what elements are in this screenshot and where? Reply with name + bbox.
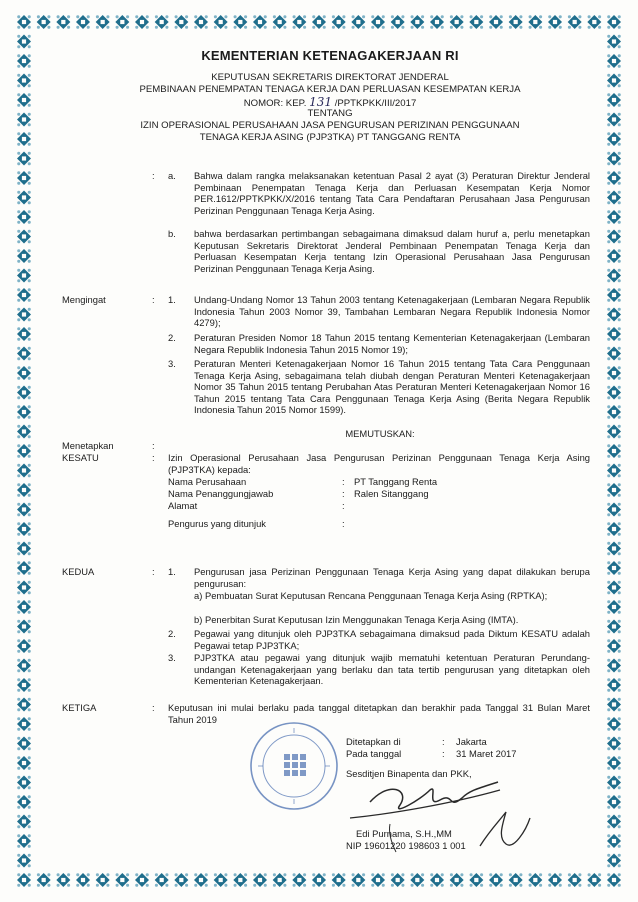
field-responsible-value: Ralen Sitanggang bbox=[354, 488, 429, 499]
tanggal-value: 31 Maret 2017 bbox=[456, 748, 517, 759]
border-ornament bbox=[489, 873, 503, 887]
signatory-name: Edi Purnama, S.H.,MM bbox=[356, 828, 452, 839]
border-ornament bbox=[17, 249, 31, 263]
border-ornament bbox=[607, 698, 621, 712]
kedua-item-2-text: Pegawai yang ditunjuk oleh PJP3TKA sebagaimana dimaksud pada Diktum KESATU adalah Pegawai tetap PJP3TKA; bbox=[194, 628, 590, 651]
border-ornament bbox=[17, 776, 31, 790]
border-ornament bbox=[607, 327, 621, 341]
border-ornament bbox=[17, 386, 31, 400]
border-ornament bbox=[312, 15, 326, 29]
border-ornament bbox=[607, 405, 621, 419]
border-ornament bbox=[135, 873, 149, 887]
border-ornament bbox=[607, 795, 621, 809]
border-ornament bbox=[607, 35, 621, 49]
border-ornament bbox=[17, 756, 31, 770]
border-ornament bbox=[607, 308, 621, 322]
menimbang-b-marker: b. bbox=[168, 228, 176, 239]
border-ornament bbox=[607, 113, 621, 127]
border-ornament bbox=[607, 854, 621, 868]
border-ornament bbox=[607, 815, 621, 829]
border-ornament bbox=[37, 873, 51, 887]
border-ornament bbox=[17, 873, 31, 887]
border-ornament bbox=[17, 639, 31, 653]
mengingat-item-1-text: Undang-Undang Nomor 13 Tahun 2003 tentang Ketenagakerjaan (Lembaran Negara Republik Indonesia Tahun 2003 Nomor 39, Tambahan Lembaran Negara Republik Indonesia Nomor 4279); bbox=[194, 294, 590, 329]
border-ornament bbox=[450, 15, 464, 29]
mengingat-colon: : bbox=[152, 294, 155, 305]
border-ornament bbox=[273, 15, 287, 29]
border-ornament bbox=[607, 776, 621, 790]
border-ornament bbox=[607, 210, 621, 224]
kesatu-text: Izin Operasional Perusahaan Jasa Pengurusan Perizinan Penggunaan Tenaga Kerja Asing (PJP3TKA) kepada: bbox=[168, 452, 590, 475]
border-ornament bbox=[607, 249, 621, 263]
border-ornament bbox=[115, 873, 129, 887]
border-ornament bbox=[115, 15, 129, 29]
ministry-title: KEMENTERIAN KETENAGAKERJAAN RI bbox=[201, 48, 459, 63]
border-ornament bbox=[155, 15, 169, 29]
border-ornament bbox=[509, 15, 523, 29]
border-ornament bbox=[607, 522, 621, 536]
border-ornament bbox=[489, 15, 503, 29]
border-ornament bbox=[17, 464, 31, 478]
mengingat-item-3-num: 3. bbox=[168, 358, 176, 369]
field-company-label: Nama Perusahaan bbox=[168, 476, 247, 487]
border-ornament bbox=[17, 678, 31, 692]
border-ornament bbox=[17, 93, 31, 107]
border-ornament bbox=[568, 15, 582, 29]
border-ornament bbox=[17, 230, 31, 244]
border-ornament bbox=[214, 873, 228, 887]
border-ornament bbox=[253, 15, 267, 29]
border-ornament bbox=[607, 132, 621, 146]
border-ornament bbox=[17, 542, 31, 556]
border-ornament bbox=[155, 873, 169, 887]
signatory-nip: NIP 19601220 198603 1 001 bbox=[346, 840, 466, 851]
border-ornament bbox=[391, 15, 405, 29]
field-responsible-colon: : bbox=[342, 488, 345, 499]
directorate-name: PEMBINAAN PENEMPATAN TENAGA KERJA DAN PERLUASAN KESEMPATAN KERJA bbox=[139, 84, 521, 95]
decree-subject-line2: TENAGA KERJA ASING (PJP3TKA) PT TANGGANG RENTA bbox=[199, 132, 461, 143]
border-ornament bbox=[607, 659, 621, 673]
border-ornament bbox=[17, 561, 31, 575]
field-address-colon: : bbox=[342, 500, 345, 511]
border-ornament bbox=[17, 795, 31, 809]
border-ornament bbox=[17, 737, 31, 751]
border-ornament bbox=[37, 15, 51, 29]
border-ornament bbox=[17, 834, 31, 848]
border-ornament bbox=[528, 873, 542, 887]
border-ornament bbox=[17, 600, 31, 614]
border-ornament bbox=[607, 503, 621, 517]
kedua-label: KEDUA bbox=[62, 566, 95, 577]
border-ornament bbox=[391, 873, 405, 887]
border-ornament bbox=[607, 873, 621, 887]
border-ornament bbox=[607, 756, 621, 770]
border-ornament bbox=[607, 191, 621, 205]
border-ornament bbox=[17, 15, 31, 29]
border-ornament bbox=[292, 15, 306, 29]
border-ornament bbox=[371, 15, 385, 29]
border-ornament bbox=[17, 444, 31, 458]
border-ornament bbox=[174, 15, 188, 29]
kedua-sub-b: b) Penerbitan Surat Keputusan Izin Menggunakan Tenaga Kerja Asing (IMTA). bbox=[194, 614, 519, 625]
border-ornament bbox=[292, 873, 306, 887]
border-ornament bbox=[17, 620, 31, 634]
kedua-item-3-num: 3. bbox=[168, 652, 176, 663]
border-ornament bbox=[253, 873, 267, 887]
border-ornament bbox=[17, 405, 31, 419]
signatory-office: Sesditjen Binapenta dan PKK, bbox=[346, 768, 472, 779]
border-ornament bbox=[17, 74, 31, 88]
border-ornament bbox=[607, 288, 621, 302]
field-responsible-label: Nama Penanggungjawab bbox=[168, 488, 274, 499]
border-ornament bbox=[607, 464, 621, 478]
kedua-item-1-text: Pengurusan jasa Perizinan Penggunaan Tenaga Kerja Asing yang dapat dilakukan berupa pengurusan: bbox=[194, 566, 590, 589]
border-ornament bbox=[607, 834, 621, 848]
memutuskan-heading: MEMUTUSKAN: bbox=[345, 428, 415, 439]
border-ornament bbox=[410, 873, 424, 887]
field-company-value: PT Tanggang Renta bbox=[354, 476, 438, 487]
border-ornament bbox=[548, 873, 562, 887]
ketiga-label: KETIGA bbox=[62, 702, 97, 713]
mengingat-item-1-num: 1. bbox=[168, 294, 176, 305]
border-ornament bbox=[17, 425, 31, 439]
tentang-heading: TENTANG bbox=[307, 108, 353, 119]
decree-type: KEPUTUSAN SEKRETARIS DIREKTORAT JENDERAL bbox=[211, 72, 449, 83]
border-ornament bbox=[17, 483, 31, 497]
border-ornament bbox=[587, 873, 601, 887]
border-ornament bbox=[17, 854, 31, 868]
border-ornament bbox=[450, 873, 464, 887]
decree-number-handwritten: 131 bbox=[309, 95, 333, 109]
decree-number-suffix: /PPTKPKK/III/2017 bbox=[334, 98, 417, 109]
border-ornament bbox=[76, 15, 90, 29]
ditetapkan-label: Ditetapkan di bbox=[346, 736, 401, 747]
field-representative-label: Pengurus yang ditunjuk bbox=[168, 518, 266, 529]
border-ornament bbox=[17, 171, 31, 185]
border-ornament bbox=[607, 620, 621, 634]
kesatu-label: KESATU bbox=[62, 452, 99, 463]
kedua-sub-a: a) Pembuatan Surat Keputusan Rencana Penggunaan Tenaga Kerja Asing (RPTKA); bbox=[194, 590, 548, 601]
border-ornament bbox=[17, 366, 31, 380]
border-ornament bbox=[568, 873, 582, 887]
border-ornament bbox=[351, 15, 365, 29]
border-ornament bbox=[607, 737, 621, 751]
border-ornament bbox=[351, 873, 365, 887]
border-ornament bbox=[135, 15, 149, 29]
border-ornament bbox=[96, 873, 110, 887]
border-ornament bbox=[17, 815, 31, 829]
border-ornament bbox=[607, 54, 621, 68]
border-ornament bbox=[430, 15, 444, 29]
border-ornament bbox=[607, 542, 621, 556]
decree-subject-line1: IZIN OPERASIONAL PERUSAHAAN JASA PENGURUSAN PERIZINAN PENGGUNAAN bbox=[140, 120, 520, 131]
border-ornament bbox=[607, 152, 621, 166]
border-ornament bbox=[587, 15, 601, 29]
border-ornament bbox=[96, 15, 110, 29]
border-ornament bbox=[17, 210, 31, 224]
border-ornament bbox=[17, 698, 31, 712]
border-ornament bbox=[17, 659, 31, 673]
handwritten-signature bbox=[330, 760, 550, 870]
border-ornament bbox=[607, 15, 621, 29]
border-ornament bbox=[371, 873, 385, 887]
ketiga-text: Keputusan ini mulai berlaku pada tanggal ditetapkan dan berakhir pada Tanggal 31 Bulan Maret Tahun 2019 bbox=[168, 702, 590, 725]
decree-number-prefix: NOMOR: KEP. bbox=[243, 98, 307, 109]
border-ornament bbox=[194, 15, 208, 29]
border-ornament bbox=[17, 581, 31, 595]
border-ornament bbox=[607, 639, 621, 653]
border-ornament bbox=[17, 308, 31, 322]
border-ornament bbox=[17, 152, 31, 166]
border-ornament bbox=[469, 15, 483, 29]
kedua-item-1-num: 1. bbox=[168, 566, 176, 577]
border-ornament bbox=[76, 873, 90, 887]
border-ornament bbox=[607, 230, 621, 244]
mengingat-item-2-text: Peraturan Presiden Nomor 18 Tahun 2015 tentang Kementerian Ketenagakerjaan (Lembaran Negara Republik Indonesia Tahun 2015 Nomor 19); bbox=[194, 332, 590, 355]
border-ornament bbox=[607, 93, 621, 107]
field-address-label: Alamat bbox=[168, 500, 198, 511]
border-ornament bbox=[17, 717, 31, 731]
border-ornament bbox=[607, 74, 621, 88]
menetapkan-colon: : bbox=[152, 440, 155, 451]
border-ornament bbox=[607, 386, 621, 400]
ketiga-colon: : bbox=[152, 702, 155, 713]
border-ornament bbox=[233, 873, 247, 887]
border-ornament bbox=[17, 113, 31, 127]
border-ornament bbox=[17, 54, 31, 68]
border-ornament bbox=[607, 483, 621, 497]
border-ornament bbox=[548, 15, 562, 29]
field-company-colon: : bbox=[342, 476, 345, 487]
ditetapkan-colon: : bbox=[442, 736, 445, 747]
border-ornament bbox=[17, 347, 31, 361]
border-ornament bbox=[509, 873, 523, 887]
border-ornament bbox=[607, 561, 621, 575]
border-ornament bbox=[607, 600, 621, 614]
border-ornament bbox=[607, 444, 621, 458]
border-ornament bbox=[233, 15, 247, 29]
border-ornament bbox=[17, 327, 31, 341]
border-ornament bbox=[332, 15, 346, 29]
border-ornament bbox=[174, 873, 188, 887]
border-ornament bbox=[56, 873, 70, 887]
border-ornament bbox=[17, 288, 31, 302]
border-ornament bbox=[607, 581, 621, 595]
menimbang-a-marker: a. bbox=[168, 170, 176, 181]
border-ornament bbox=[528, 15, 542, 29]
border-ornament bbox=[607, 347, 621, 361]
tanggal-label: Pada tanggal bbox=[346, 748, 402, 759]
border-ornament bbox=[17, 503, 31, 517]
kedua-colon: : bbox=[152, 566, 155, 577]
border-ornament bbox=[214, 15, 228, 29]
kedua-item-2-num: 2. bbox=[168, 628, 176, 639]
border-ornament bbox=[194, 873, 208, 887]
border-ornament bbox=[607, 366, 621, 380]
menetapkan-label: Menetapkan bbox=[62, 440, 114, 451]
menimbang-a-text: Bahwa dalam rangka melaksanakan ketentuan Pasal 2 ayat (3) Peraturan Direktur Jenderal Pembinaan Penempatan Tenaga Kerja dan Perluasan Kesempatan Kerja Nomor PER.1612/PPTKPKK/X/2016 tentang Tata Cara Pendaftaran Perusahaan Jasa Pengurusan Perizinan Penggunaan Tenaga Kerja Asing. bbox=[194, 170, 590, 216]
border-ornament bbox=[312, 873, 326, 887]
field-representative-colon: : bbox=[342, 518, 345, 529]
border-ornament bbox=[273, 873, 287, 887]
kesatu-colon: : bbox=[152, 452, 155, 463]
border-ornament bbox=[17, 35, 31, 49]
border-ornament bbox=[332, 873, 346, 887]
border-ornament bbox=[607, 171, 621, 185]
border-ornament bbox=[17, 269, 31, 283]
border-ornament bbox=[17, 191, 31, 205]
menimbang-colon: : bbox=[152, 170, 155, 181]
border-ornament bbox=[607, 269, 621, 283]
border-ornament bbox=[607, 678, 621, 692]
border-ornament bbox=[430, 873, 444, 887]
menimbang-b-text: bahwa berdasarkan pertimbangan sebagaimana dimaksud dalam huruf a, perlu menetapkan Keputusan Sekretaris Direktorat Jenderal Pembinaan Penempatan Tenaga Kerja dan Perluasan Kesempatan Kerja tentang Izin Operasional Perusahaan Jasa Pengurusan Perizinan Penggunaan Tenaga Kerja Asing. bbox=[194, 228, 590, 274]
tanggal-colon: : bbox=[442, 748, 445, 759]
border-ornament bbox=[607, 425, 621, 439]
border-ornament bbox=[17, 132, 31, 146]
ditetapkan-value: Jakarta bbox=[456, 736, 487, 747]
border-ornament bbox=[607, 717, 621, 731]
mengingat-label: Mengingat bbox=[62, 294, 106, 305]
border-ornament bbox=[410, 15, 424, 29]
mengingat-item-3-text: Peraturan Menteri Ketenagakerjaan Nomor 16 Tahun 2015 tentang Tata Cara Penggunaan Tenaga Kerja Asing, sebagaimana telah diubah dengan Peraturan Menteri Ketenagakerjaan Nomor 35 Tahun 2015 tentang Perubahan Atas Peraturan Menteri Ketenagakerjaan Nomor 16 Tahun 2015 tentang Tata Cara Penggunaan Tenaga Kerja Asing (Berita Negara Republik Indonesia Tahun 2015 Nomor 1599). bbox=[194, 358, 590, 416]
border-ornament bbox=[56, 15, 70, 29]
official-stamp-seal bbox=[248, 720, 340, 812]
mengingat-item-2-num: 2. bbox=[168, 332, 176, 343]
border-ornament bbox=[469, 873, 483, 887]
kedua-item-3-text: PJP3TKA atau pegawai yang ditunjuk wajib mematuhi ketentuan Peraturan Perundang-undangan Ketenagakerjaan yang berlaku dan tata tertib pengurusan yang ditetapkan oleh Kementerian Ketenagakerjaan. bbox=[194, 652, 590, 687]
border-ornament bbox=[17, 522, 31, 536]
